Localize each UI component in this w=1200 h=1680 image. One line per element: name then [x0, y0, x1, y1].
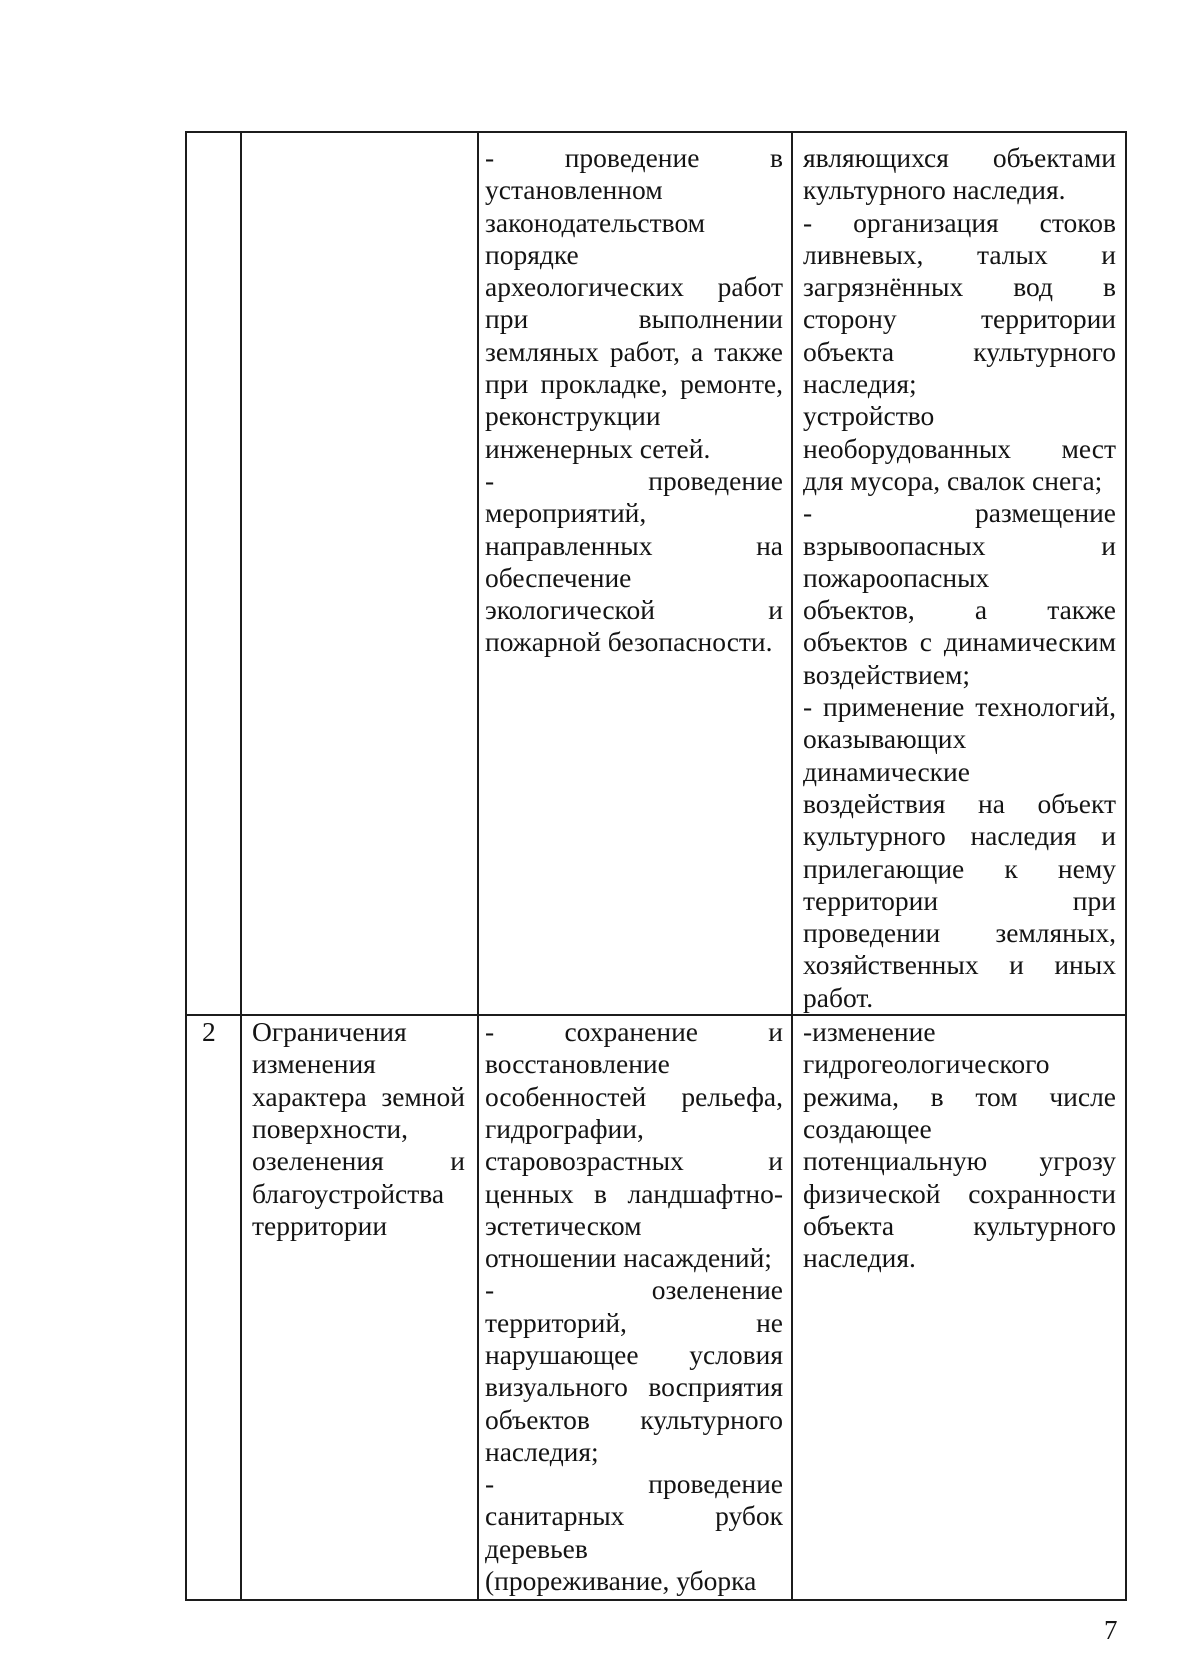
paragraph	[485, 465, 783, 659]
text-line: - организация стоков	[803, 206, 1116, 238]
allowed-measures-cell	[478, 1015, 792, 1600]
restrictions-table	[185, 131, 1127, 1601]
text-line: объектов культурного	[485, 1403, 783, 1435]
text-line: пожарной безопасности.	[485, 626, 773, 658]
paragraph	[485, 1468, 783, 1597]
text-line: (прореживание, уборка	[485, 1565, 757, 1597]
text-line: изменения	[252, 1048, 376, 1080]
prohibited-actions-cell	[792, 1015, 1126, 1600]
text-line: устройство	[803, 400, 935, 432]
text-line: культурного наследия.	[803, 174, 1066, 206]
paragraph	[252, 1016, 465, 1242]
text-line: объектов, а также	[803, 594, 1116, 626]
text-line: наследия;	[485, 1435, 599, 1467]
allowed-measures-cell	[478, 132, 792, 1015]
text-line: необорудованных мест	[803, 432, 1116, 464]
text-line: пожароопасных	[803, 561, 990, 593]
table-row	[186, 1015, 1126, 1600]
text-line: воздействия на объект	[803, 787, 1116, 819]
text-line: динамические	[803, 755, 970, 787]
text-line: направленных на	[485, 529, 783, 561]
text-line: озеленения и	[252, 1145, 465, 1177]
text-line: сторону территории	[803, 303, 1116, 335]
text-line: эстетическом	[485, 1209, 642, 1241]
restriction-name-cell	[241, 1015, 478, 1600]
text-line: территории	[252, 1209, 388, 1241]
text-line: при прокладке, ремонте,	[485, 368, 783, 400]
text-line: визуального восприятия	[485, 1371, 783, 1403]
text-line: -изменение	[803, 1016, 936, 1048]
text-line: нарушающее условия	[485, 1338, 783, 1370]
paragraph	[803, 400, 1116, 497]
text-line: территорий, не	[485, 1306, 783, 1338]
text-line: наследия.	[803, 1242, 916, 1274]
text-line: гидрогеологического	[803, 1048, 1050, 1080]
text-line: обеспечение	[485, 561, 632, 593]
text-line: археологических работ	[485, 271, 783, 303]
prohibited-actions-cell	[792, 132, 1126, 1015]
text-line: земляных работ, а также	[485, 335, 783, 367]
text-line: деревьев	[485, 1532, 588, 1564]
text-line: физической сохранности	[803, 1177, 1116, 1209]
text-line: создающее	[803, 1112, 932, 1144]
text-line: отношении насаждений;	[485, 1242, 772, 1274]
text-line: хозяйственных и иных	[803, 949, 1116, 981]
text-line: гидрографии,	[485, 1112, 644, 1144]
text-line: наследия;	[803, 368, 917, 400]
text-line: установленном	[485, 174, 663, 206]
paragraph	[803, 497, 1116, 691]
text-line: особенностей рельефа,	[485, 1080, 783, 1112]
paragraph	[485, 1016, 783, 1274]
paragraph	[803, 207, 1116, 401]
row-number-cell	[186, 132, 241, 1015]
text-line: - озеленение	[485, 1274, 783, 1306]
text-line: ливневых, талых и	[803, 238, 1116, 270]
text-line: - сохранение и	[485, 1016, 783, 1048]
text-line: старовозрастных и	[485, 1145, 783, 1177]
table-row	[186, 132, 1126, 1015]
text-line: санитарных рубок	[485, 1500, 783, 1532]
page-number: 7	[1104, 1615, 1118, 1645]
paragraph	[803, 142, 1116, 207]
text-line: объектов с динамическим	[803, 626, 1116, 658]
text-line: оказывающих	[803, 723, 967, 755]
text-line: - проведение	[485, 1468, 783, 1500]
text-line: - проведение в	[485, 142, 783, 173]
paragraph	[803, 691, 1116, 1014]
text-line: работ.	[803, 981, 874, 1013]
text-line: - проведение	[485, 464, 783, 496]
text-line: мероприятий,	[485, 497, 647, 529]
text-line: режима, в том числе	[803, 1080, 1116, 1112]
text-line: территории при	[803, 884, 1116, 916]
text-line: объекта культурного	[803, 1209, 1116, 1241]
text-line: проведении земляных,	[803, 917, 1116, 949]
text-line: восстановление	[485, 1048, 670, 1080]
text-line: инженерных сетей.	[485, 432, 711, 464]
text-line: взрывоопасных и	[803, 529, 1116, 561]
text-line: порядке	[485, 238, 579, 270]
text-line: Ограничения	[252, 1016, 407, 1048]
text-line: - размещение	[803, 497, 1116, 529]
text-line: потенциальную угрозу	[803, 1145, 1116, 1177]
paragraph	[485, 142, 783, 465]
text-line: культурного наследия и	[803, 820, 1116, 852]
text-line: загрязнённых вод в	[803, 271, 1116, 303]
text-line: при выполнении	[485, 303, 783, 335]
row-number-cell: 2	[186, 1015, 241, 1600]
text-line: объекта культурного	[803, 335, 1116, 367]
text-line: ценных в ландшафтно-	[485, 1177, 783, 1209]
text-line: прилегающие к нему	[803, 852, 1116, 884]
paragraph	[803, 1016, 1116, 1274]
text-line: реконструкции	[485, 400, 661, 432]
paragraph	[485, 1274, 783, 1468]
text-line: законодательством	[485, 206, 706, 238]
text-line: характера земной	[252, 1080, 465, 1112]
restriction-name-cell	[241, 132, 478, 1015]
text-line: экологической и	[485, 594, 783, 626]
text-line: являющихся объектами	[803, 142, 1116, 173]
text-line: - применение технологий,	[803, 691, 1116, 723]
text-line: воздействием;	[803, 658, 971, 690]
text-line: благоустройства	[252, 1177, 445, 1209]
text-line: для мусора, свалок снега;	[803, 464, 1103, 496]
text-line: поверхности,	[252, 1112, 408, 1144]
